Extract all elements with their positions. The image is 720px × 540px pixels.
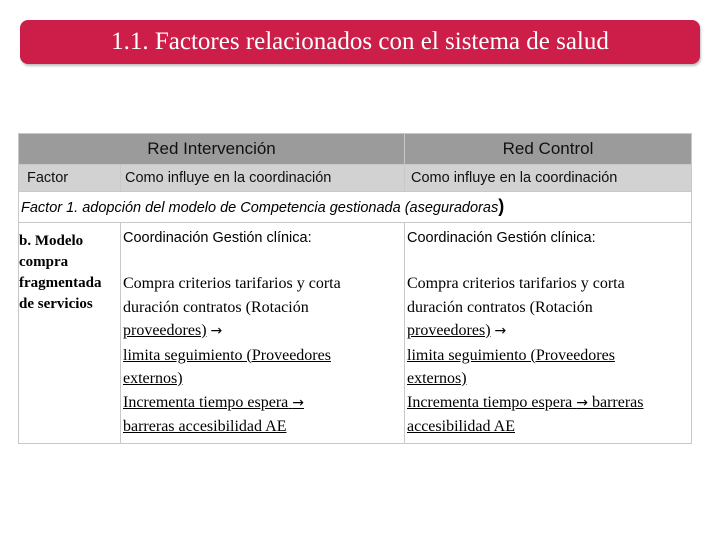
arrow-right-icon: → <box>292 394 304 411</box>
category-line-1: b. Modelo <box>19 233 84 249</box>
category-line-4: de servicios <box>19 296 93 312</box>
control-line-3 <box>407 319 689 344</box>
factor-row-text: Factor 1. adopción del modelo de Competencia gestionada (aseguradoras <box>21 200 499 216</box>
intervention-cell <box>121 223 405 444</box>
title-banner <box>20 20 700 64</box>
arrow-right-icon: → <box>576 394 588 411</box>
intervention-line-4: limita seguimiento (Proveedores <box>123 346 331 364</box>
category-line-3: fragmentada <box>19 275 102 291</box>
control-line-3-text: proveedores) <box>407 322 491 339</box>
intervention-line-6 <box>123 391 402 416</box>
intervention-coord-heading: Coordinación Gestión clínica: <box>123 230 312 246</box>
intervention-line-1: Compra criterios tarifarios y corta <box>123 275 341 292</box>
control-line-5: externos) <box>407 370 467 387</box>
factor-row-paren: ) <box>498 196 505 216</box>
control-line-4: limita seguimiento (Proveedores <box>407 346 615 364</box>
control-network-label: Red Control <box>502 139 594 158</box>
network-header-row <box>19 134 692 165</box>
category-row <box>19 223 692 444</box>
control-line-6-tail: barreras <box>591 393 644 411</box>
intervention-line-3 <box>123 319 402 344</box>
category-line-2: compra <box>19 254 69 270</box>
control-line-6-text: Incrementa tiempo espera <box>407 393 573 411</box>
intervention-network-label: Red Intervención <box>147 139 276 158</box>
control-line-6 <box>407 391 689 416</box>
control-line-7: accesibilidad AE <box>407 418 515 435</box>
factor-row-cell <box>19 192 692 223</box>
control-cell <box>405 223 692 444</box>
control-column-header: Como influye en la coordinación <box>405 165 692 192</box>
column-header-row <box>19 165 692 192</box>
intervention-line-3-text: proveedores) <box>123 322 207 339</box>
control-line-2: duración contratos (Rotación <box>407 298 593 316</box>
control-line-1: Compra criterios tarifarios y corta <box>407 275 625 292</box>
factor-row <box>19 192 692 223</box>
factor-column-header: Factor <box>19 165 121 192</box>
arrow-right-icon: → <box>494 323 507 339</box>
intervention-column-header: Como influye en la coordinación <box>121 165 405 192</box>
page-title: 1.1. Factores relacionados con el sistema de salud <box>111 28 609 55</box>
control-network-header <box>405 134 692 165</box>
intervention-line-2: duración contratos (Rotación <box>123 298 309 316</box>
intervention-line-5: externos) <box>123 370 183 387</box>
coordination-table <box>18 133 692 444</box>
intervention-line-7: barreras accesibilidad AE <box>123 418 287 435</box>
intervention-network-header <box>19 134 405 165</box>
category-cell <box>19 223 121 444</box>
intervention-line-6-text: Incrementa tiempo espera <box>123 393 289 411</box>
control-coord-heading: Coordinación Gestión clínica: <box>407 230 596 246</box>
arrow-right-icon: → <box>210 323 223 339</box>
